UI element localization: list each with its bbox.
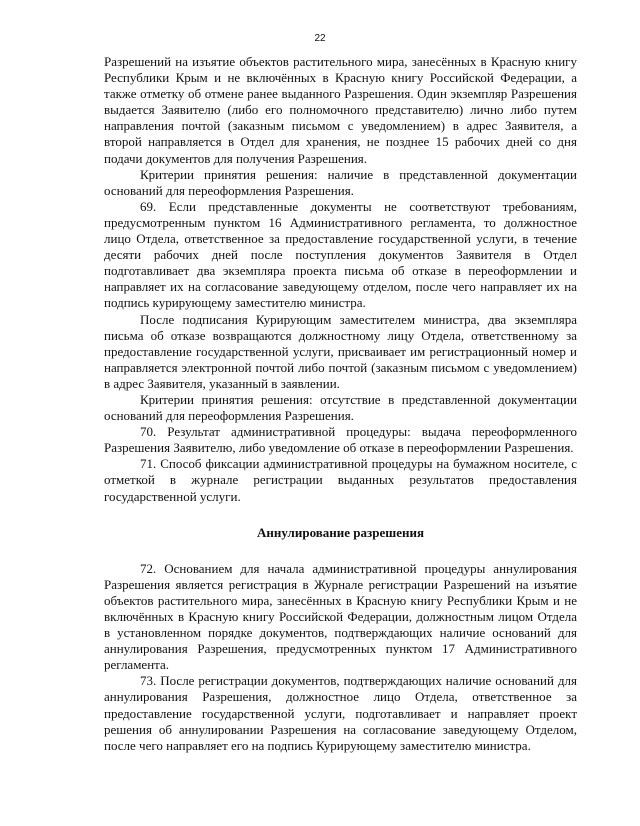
spacer	[104, 541, 577, 561]
paragraph-continuation: Разрешений на изъятие объектов растительного мира, занесённых в Красную книгу Республики Крым и не включённых в Красную книгу Российской Федерации, а также отметку об отмене ранее выданного Разрешения. Один экземпляр Разрешения выдается Заявителю (либо его полномочного представителю) лично либо путем направления почтой (заказным письмом с уведомлением) в адрес Заявителя, а второй направляется в Отдел для хранения, не позднее 15 рабочих дней со дня подачи документов для получения Разрешения.	[104, 54, 577, 166]
paragraph-71: 71. Способ фиксации административной процедуры на бумажном носителе, с отметкой в журнале регистрации выданных результатов предоставления государственной услуги.	[104, 456, 577, 504]
paragraph-criteria-refusal: Критерии принятия решения: отсутствие в представленной документации оснований для переоформления Разрешения.	[104, 391, 577, 424]
paragraph-73: 73. После регистрации документов, подтверждающих наличие оснований для аннулирования Разрешения, должностное лицо Отдела, ответственное за предоставление государственной услуги, подготавливает и направляет проект решения об аннулировании Разрешения на согласование заведующему Отделом, после чего направляет его на подпись Курирующему заместителю министра.	[104, 673, 577, 753]
section-heading: Аннулирование разрешения	[257, 524, 424, 540]
paragraph-70: 70. Результат административной процедуры: выдача переоформленного Разрешения Заявителю, либо уведомление об отказе в переоформлении Разрешения.	[104, 424, 577, 456]
paragraph-69: 69. Если представленные документы не соответствуют требованиям, предусмотренным пунктом 16 Административного регламента, то должностное лицо Отдела, ответственное за предоставление государственной услуги, в течение десяти рабочих дней после поступления документов Заявителя в Отдел подготавливает два экземпляра проекта письма об отказе в переоформлении и направляет их на согласование заведующему отделом, после чего направляет их на подпись курирующему заместителю министра.	[104, 198, 577, 311]
paragraph-after-signing: После подписания Курирующим заместителем министра, два экземпляра письма об отказе возвращаются должностному лицу Отдела, ответственному за предоставление государственной услуги, присваивает им регистрационный номер и направляется электронной почтой либо почтой (заказным письмом с уведомлением) в адрес Заявителя, указанный в заявлении.	[104, 311, 577, 391]
paragraph-criteria-reissue: Критерии принятия решения: наличие в представленной документации оснований для переоформления Разрешения.	[104, 166, 577, 198]
page-number: 22	[314, 33, 326, 44]
document-body	[104, 54, 577, 754]
spacer	[104, 505, 577, 525]
paragraph-72: 72. Основанием для начала административной процедуры аннулирования Разрешения является регистрация в Журнале регистрации Разрешений на изъятие объектов растительного мира, занесённых в Красную книгу Республики Крым и не включённых в Красную книгу Российской Федерации, должностным лицом Отдела в установленном порядке документов, подтверждающих наличие оснований для аннулирования Разрешения, предусмотренных пунктом 17 Административного регламента.	[104, 560, 577, 673]
